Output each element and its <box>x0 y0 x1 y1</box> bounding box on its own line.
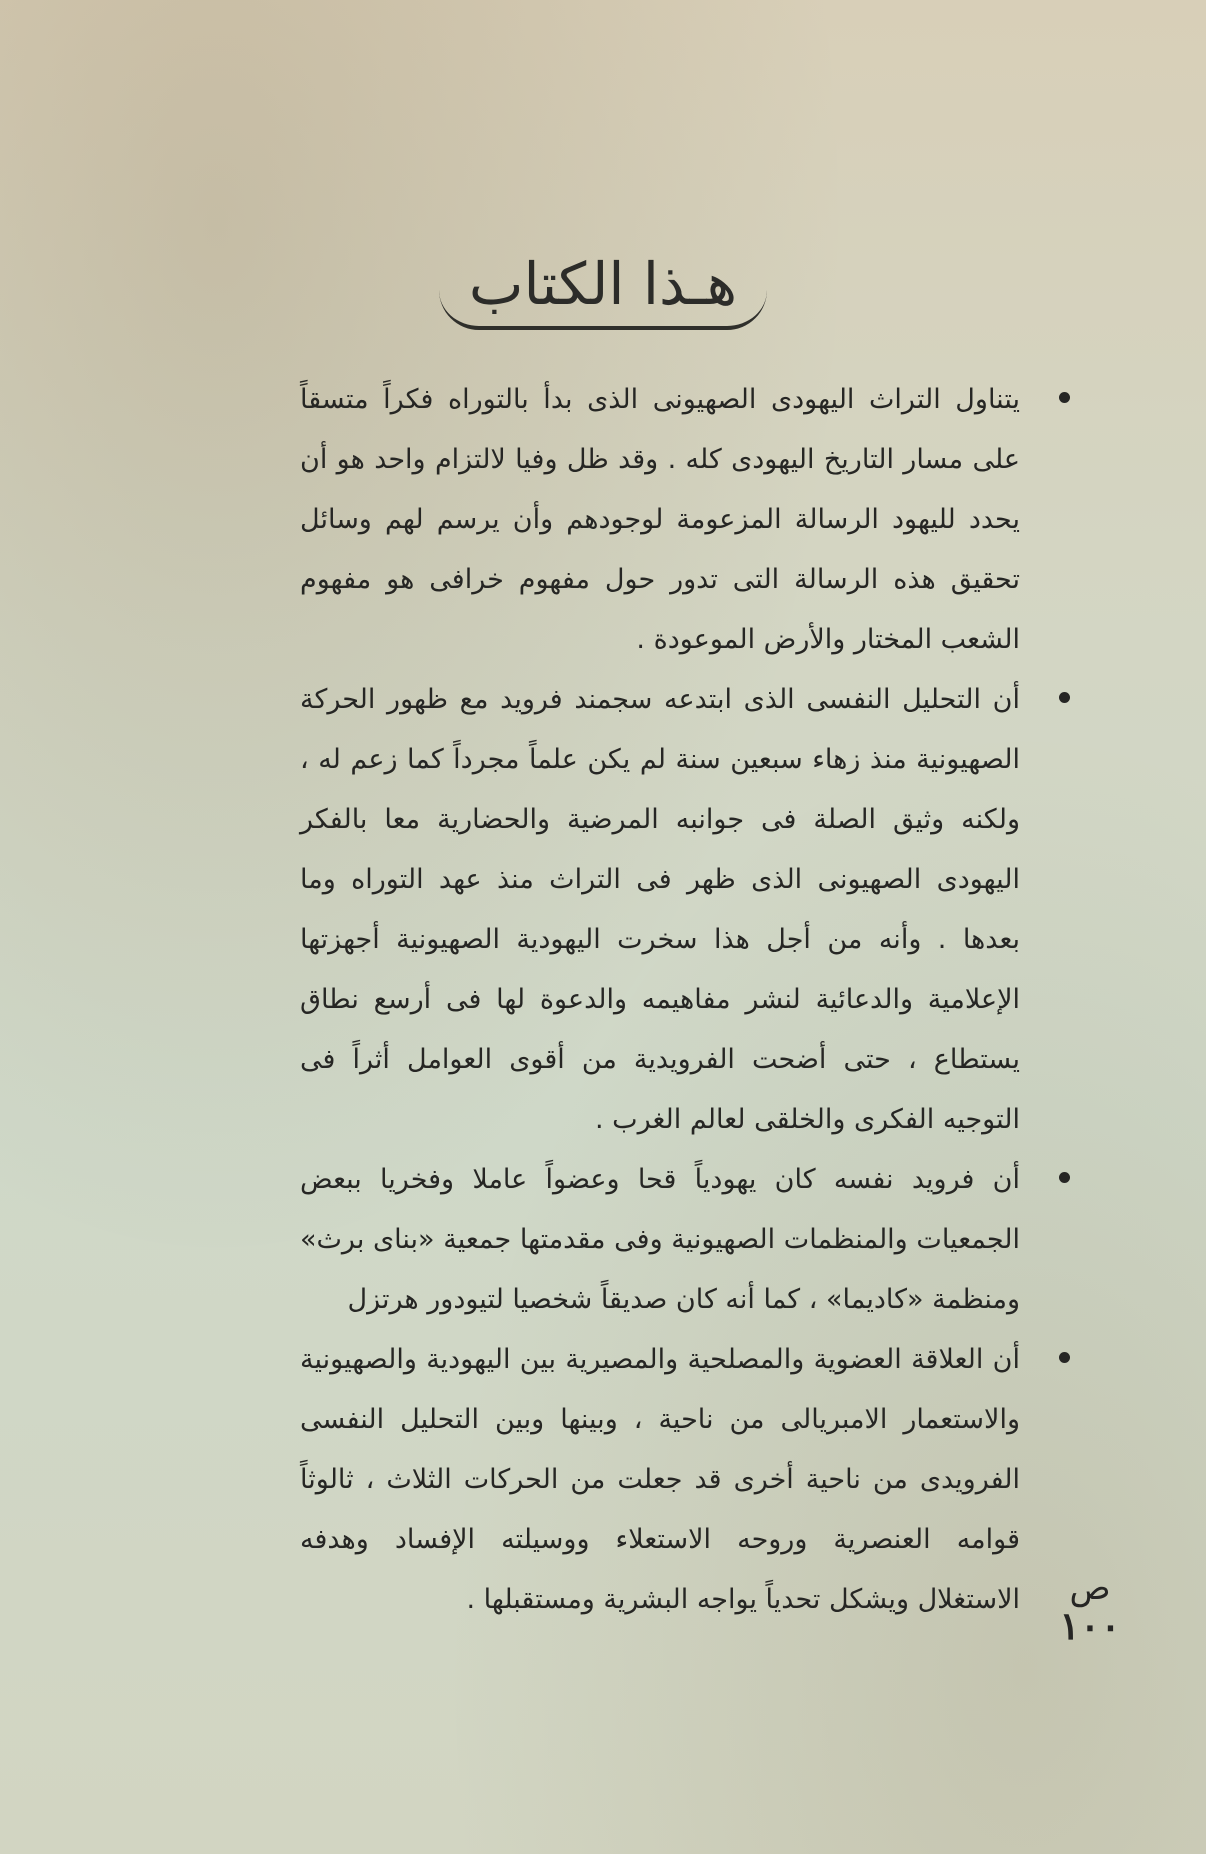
price-mark <box>1045 1570 1135 1646</box>
bullet-icon <box>1059 1172 1070 1183</box>
bullet-icon <box>1059 1352 1070 1363</box>
page-title: هـذا الكتاب <box>439 250 767 330</box>
paragraph-1 <box>300 370 1020 670</box>
paragraph-2 <box>300 670 1020 1150</box>
paragraph-text: أن التحليل النفسى الذى ابتدعه سجمند فرويد مع ظهور الحركة الصهيونية منذ زهاء سبعين سنة لم يكن علماً مجرداً كما زعم له ، ولكنه وثيق الصلة فى جوانبه المرضية والحضارية معا بالفكر اليهودى الصهيونى الذى ظهر فى التراث منذ عهد التوراه وما بعدها . وأنه من أجل هذا سخرت اليهودية الصهيونية أجهزتها الإعلامية والدعائية لنشر مفاهيمه والدعوة لها فى أرسع نطاق يستطاع ، حتى أضحت الفرويدية من أقوى العوامل أثراً فى التوجيه الفكرى والخلقى لعالم الغرب . <box>300 684 1020 1135</box>
paragraph-3 <box>300 1150 1020 1330</box>
price-number: ١٠٠ <box>1059 1603 1121 1648</box>
paragraph-text: أن العلاقة العضوية والمصلحية والمصيرية بين اليهودية والصهيونية والاستعمار الامبريالى من ناحية ، وبينها وبين التحليل النفسى الفرويدى من ناحية أخرى قد جعلت من الحركات الثلاث ، ثالوثاً قوامه العنصرية وروحه الاستعلاء ووسيلته الإفساد وهدفه الاستغلال ويشكل تحدياً يواجه البشرية ومستقبلها . <box>300 1344 1020 1615</box>
bullet-icon <box>1059 692 1070 703</box>
paragraph-4 <box>300 1330 1020 1630</box>
title-block <box>0 250 1206 330</box>
paragraph-text: يتناول التراث اليهودى الصهيونى الذى بدأ بالتوراه فكراً متسقاً على مسار التاريخ اليهودى كله . وقد ظل وفيا لالتزام واحد هو أن يحدد لليهود الرسالة المزعومة لوجودهم وأن يرسم لهم وسائل تحقيق هذه الرسالة التى تدور حول مفهوم خرافى هو مفهوم الشعب المختار والأرض الموعودة . <box>300 384 1020 655</box>
price-letter: ص <box>1069 1568 1111 1608</box>
body-text <box>300 370 1020 1630</box>
paragraph-text: أن فرويد نفسه كان يهودياً قحا وعضواً عاملا وفخريا ببعض الجمعيات والمنظمات الصهيونية وفى مقدمتها جمعية «بناى برث» ومنظمة «كاديما» ، كما أنه كان صديقاً شخصيا لتيودور هرتزل <box>300 1164 1020 1315</box>
bullet-icon <box>1059 392 1070 403</box>
